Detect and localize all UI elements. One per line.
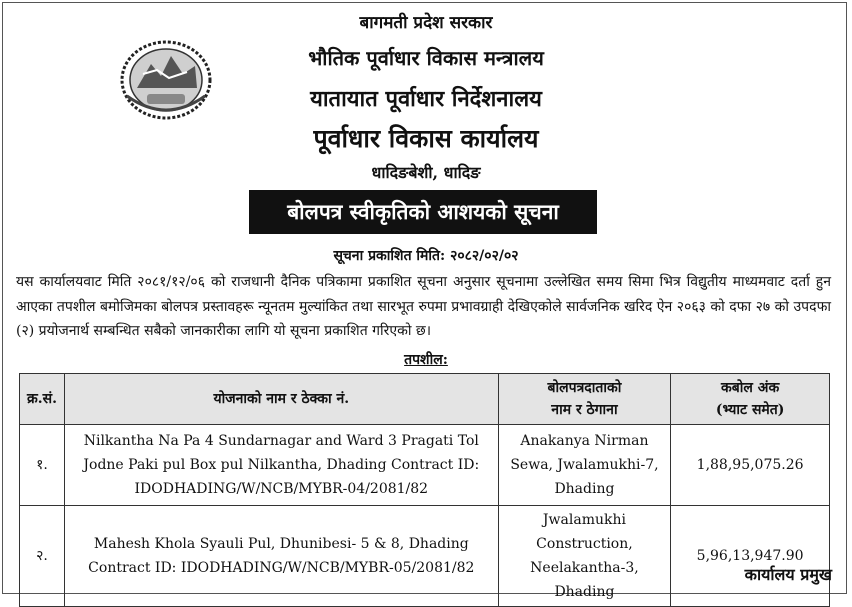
row-project: Mahesh Khola Syauli Pul, Dhunibesi- 5 & 8, Dhading Contract ID: IDODHADING/W/NCB/MYBR-05/2081/82 (64, 506, 498, 607)
table-row (20, 506, 830, 607)
row-sn: १. (20, 425, 65, 506)
ministry-name: भौतिक पूर्वाधार विकास मन्त्रालय (308, 46, 544, 70)
office-name: पूर्वाधार विकास कार्यालय (313, 124, 539, 153)
office-chief-signature-label: कार्यालय प्रमुख (744, 565, 832, 584)
header-project: योजनाको नाम र ठेक्का नं. (64, 374, 498, 425)
details-subtitle: तपशील: (404, 352, 448, 368)
header-bidder (498, 374, 671, 425)
bid-table (19, 373, 830, 607)
header-bidder-line2: नाम र ठेगाना (551, 402, 618, 418)
row-bidder: Jwalamukhi Construction, Neelakantha-3, Dhading (498, 506, 671, 607)
notice-title: बोलपत्र स्वीकृतिको आशयको सूचना (287, 199, 559, 224)
table-row (20, 425, 830, 506)
row-amount: 1,88,95,075.26 (671, 425, 830, 506)
row-bidder: Anakanya Nirman Sewa, Jwalamukhi-7, Dhading (498, 425, 671, 506)
header-bidder-line1: बोलपत्रदाताको (547, 380, 622, 396)
publication-date: सूचना प्रकाशित मिति: २०८२/०२/०२ (333, 248, 519, 264)
province-name: बागमती प्रदेश सरकार (359, 13, 493, 33)
notice-paragraph: यस कार्यालयवाट मिति २०८१/१२/०६ को राजधानी दैनिक पत्रिकामा प्रकाशित सूचना अनुसार सूचनामा उल्लेखित समय सिमा भित्र विद्युतीय माध्यमवाट दर्ता हुन आएका तपशील बमोजिमका बोलपत्र प्रस्तावहरू न्यूनतम मुल्यांकित तथा सारभूत रुपमा प्रभावग्राही देखिएकोले सार्वजनिक खरिद ऐन २०६३ को दफा २७ को उपदफा (२) प्रयोजनार्थ सम्बन्धित सबैको जानकारीका लागि यो सूचना प्रकाशित गरिएको छ। (16, 274, 831, 339)
header-amount-line1: कबोल अंक (721, 380, 780, 396)
header-amount-line2: (भ्याट समेत) (715, 402, 785, 418)
row-amount: 5,96,13,947.90 (671, 506, 830, 607)
notice-title-banner (249, 190, 597, 234)
office-location: धादिङबेशी, धादिङ (371, 163, 481, 182)
header-sn: क्र.सं. (20, 374, 65, 425)
row-sn: २. (20, 506, 65, 607)
directorate-name: यातायात पूर्वाधार निर्देशनालय (310, 86, 542, 112)
header-amount (671, 374, 830, 425)
table-header-row (20, 374, 830, 425)
row-project: Nilkantha Na Pa 4 Sundarnagar and Ward 3 Pragati Tol Jodne Paki pul Box pul Nilkantha, Dhading Contract ID: IDODHADING/W/NCB/MYBR-04/2081/82 (64, 425, 498, 506)
